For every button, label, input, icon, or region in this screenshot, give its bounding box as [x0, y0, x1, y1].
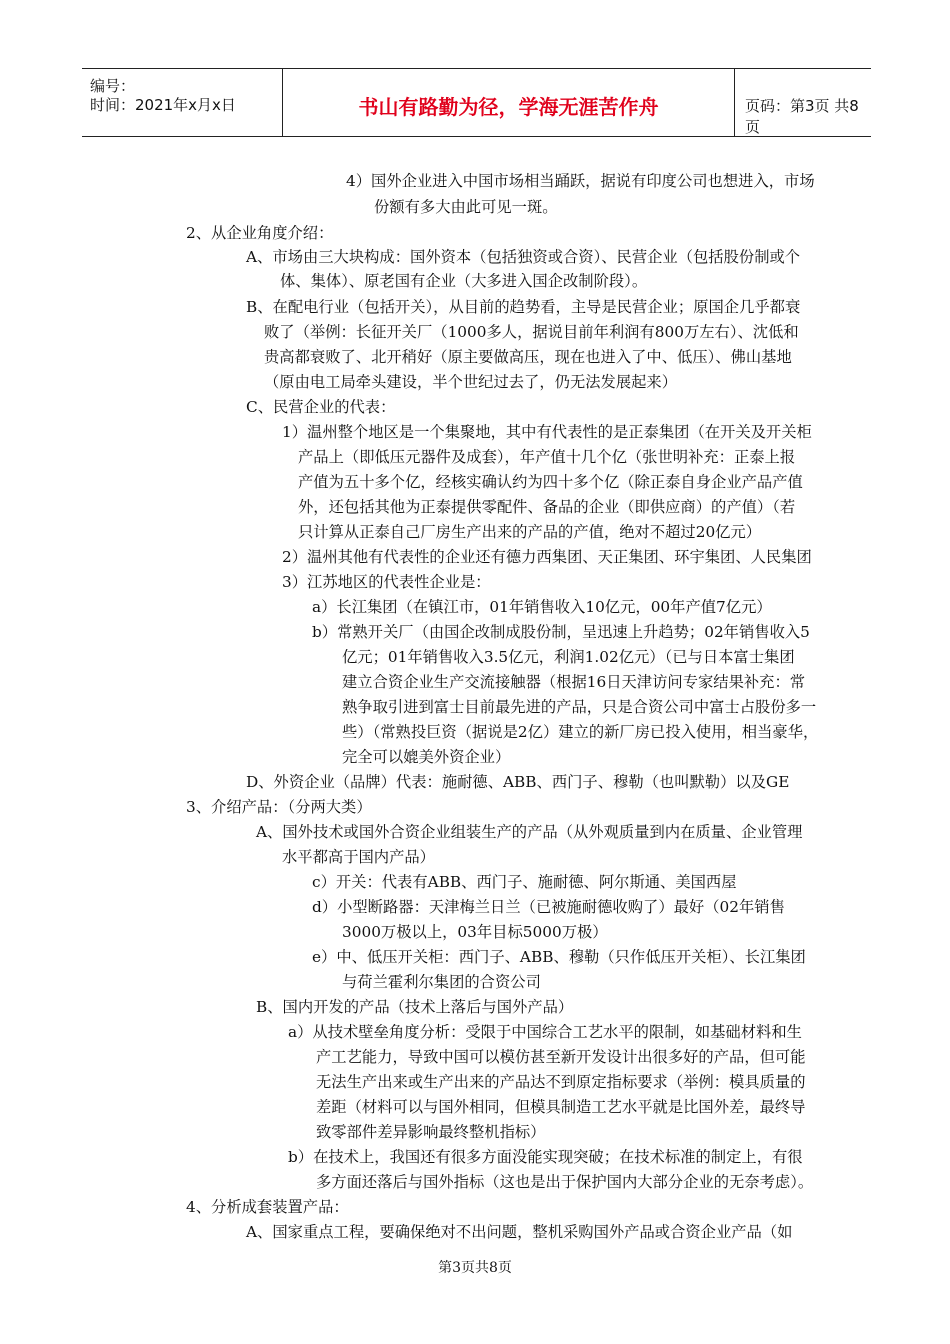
document-number: 编号： — [90, 77, 136, 95]
body-line: C、民营企业的代表： — [246, 398, 396, 416]
body-line: 些）（常熟投巨资（据说是2亿）建立的新厂房已投入使用，相当豪华， — [342, 723, 819, 741]
body-line: 1）温州整个地区是一个集聚地，其中有代表性的是正泰集团（在开关及开关柜 — [282, 423, 812, 441]
header-page-cell — [735, 69, 871, 136]
document-time: 时间：2021年x月x日 — [90, 96, 236, 114]
body-line: 3000万极以上，03年目标5000万极） — [342, 923, 608, 941]
body-line: 4）国外企业进入中国市场相当踊跃，据说有印度公司也想进入，市场 — [346, 172, 815, 190]
body-line: 只计算从正泰自己厂房生产出来的产品的产值，绝对不超过20亿元） — [298, 523, 762, 541]
body-line: A、国家重点工程，要确保绝对不出问题，整机采购国外产品或合资企业产品（如 — [246, 1223, 793, 1241]
section-heading: 2、从企业角度介绍： — [186, 224, 334, 242]
header-meta-cell — [82, 69, 283, 136]
body-line: B、在配电行业（包括开关），从目前的趋势看，主导是民营企业；原国企几乎都衰 — [246, 298, 801, 316]
body-line: 水平都高于国内产品） — [282, 848, 435, 866]
body-line: 熟争取引进到富士目前最先进的产品，只是合资公司中富士占股份多一 — [342, 698, 817, 716]
body-line: b）常熟开关厂（由国企改制成股份制，呈迅速上升趋势；02年销售收入5 — [312, 623, 810, 641]
page-footer: 第3页共8页 — [438, 1260, 512, 1276]
body-line: 与荷兰霍利尔集团的合资公司 — [342, 973, 541, 991]
body-line: e）中、低压开关柜：西门子、ABB、穆勒（只作低压开关柜）、长江集团 — [312, 948, 806, 966]
body-line: 贵高都衰败了、北开稍好（原主要做高压，现在也进入了中、低压）、佛山基地 — [264, 348, 792, 366]
body-line: a）长江集团（在镇江市，01年销售收入10亿元，00年产值7亿元） — [312, 598, 772, 616]
body-line: D、外资企业（品牌）代表：施耐德、ABB、西门子、穆勒（也叫默勒）以及GE — [246, 773, 790, 791]
body-line: 完全可以媲美外资企业） — [342, 748, 511, 766]
header-motto-cell — [283, 69, 735, 136]
body-line: b）在技术上，我国还有很多方面没能实现突破；在技术标准的制定上，有很 — [288, 1148, 803, 1166]
body-line: A、市场由三大块构成：国外资本（包括独资或合资）、民营企业（包括股份制或个 — [246, 248, 801, 266]
body-line: a）从技术壁垒角度分析：受限于中国综合工艺水平的限制，如基础材料和生 — [288, 1023, 802, 1041]
body-line: 建立合资企业生产交流接触器（根据16日天津访问专家结果补充：常 — [342, 673, 806, 691]
body-line: 2）温州其他有代表性的企业还有德力西集团、天正集团、环宇集团、人民集团 — [282, 548, 812, 566]
body-line: 败了（举例：长征开关厂（1000多人，据说目前年利润有800万左右）、沈低和 — [264, 323, 799, 341]
body-line: 产品上（即低压元器件及成套），年产值十几个亿（张世明补充：正泰上报 — [298, 448, 796, 466]
section-heading: 3、介绍产品：（分两大类） — [186, 798, 372, 816]
body-line: 差距（材料可以与国外相同，但模具制造工艺水平就是比国外差，最终导 — [316, 1098, 806, 1116]
body-line: 体、集体）、原老国有企业（大多进入国企改制阶段）。 — [280, 272, 648, 290]
body-line: 多方面还落后与国外指标（这也是出于保护国内大部分企业的无奈考虑）。 — [316, 1173, 814, 1191]
body-line: d）小型断路器：天津梅兰日兰（已被施耐德收购了）最好（02年销售 — [312, 898, 785, 916]
body-line: 无法生产出来或生产出来的产品达不到原定指标要求（举例：模具质量的 — [316, 1073, 806, 1091]
body-line: 致零部件差异影响最终整机指标） — [316, 1123, 546, 1141]
body-line: 份额有多大由此可见一斑。 — [374, 198, 558, 216]
body-line: （原由电工局牵头建设，半个世纪过去了，仍无法发展起来） — [264, 373, 678, 391]
page-header — [82, 68, 871, 137]
body-line: B、国内开发的产品（技术上落后与国外产品） — [256, 998, 574, 1016]
body-line: 亿元；01年销售收入3.5亿元，利润1.02亿元）（已与日本富士集团 — [342, 648, 795, 666]
body-line: 3）江苏地区的代表性企业是： — [282, 573, 491, 591]
body-line: 产值为五十多个亿，经核实确认约为四十多个亿（除正泰自身企业产品产值 — [298, 473, 803, 491]
body-line: A、国外技术或国外合资企业组装生产的产品（从外观质量到内在质量、企业管理 — [256, 823, 803, 841]
section-heading: 4、分析成套装置产品： — [186, 1198, 349, 1216]
header-page-info: 页码：第3页 共8页 — [745, 97, 859, 136]
body-line: 外，还包括其他为正泰提供零配件、备品的企业（即供应商）的产值）（若 — [298, 498, 796, 516]
header-motto: 书山有路勤为径，学海无涯苦作舟 — [358, 95, 659, 119]
body-line: c）开关：代表有ABB、西门子、施耐德、阿尔斯通、美国西屋 — [312, 873, 737, 891]
body-line: 产工艺能力，导致中国可以模仿甚至新开发设计出很多好的产品，但可能 — [316, 1048, 806, 1066]
